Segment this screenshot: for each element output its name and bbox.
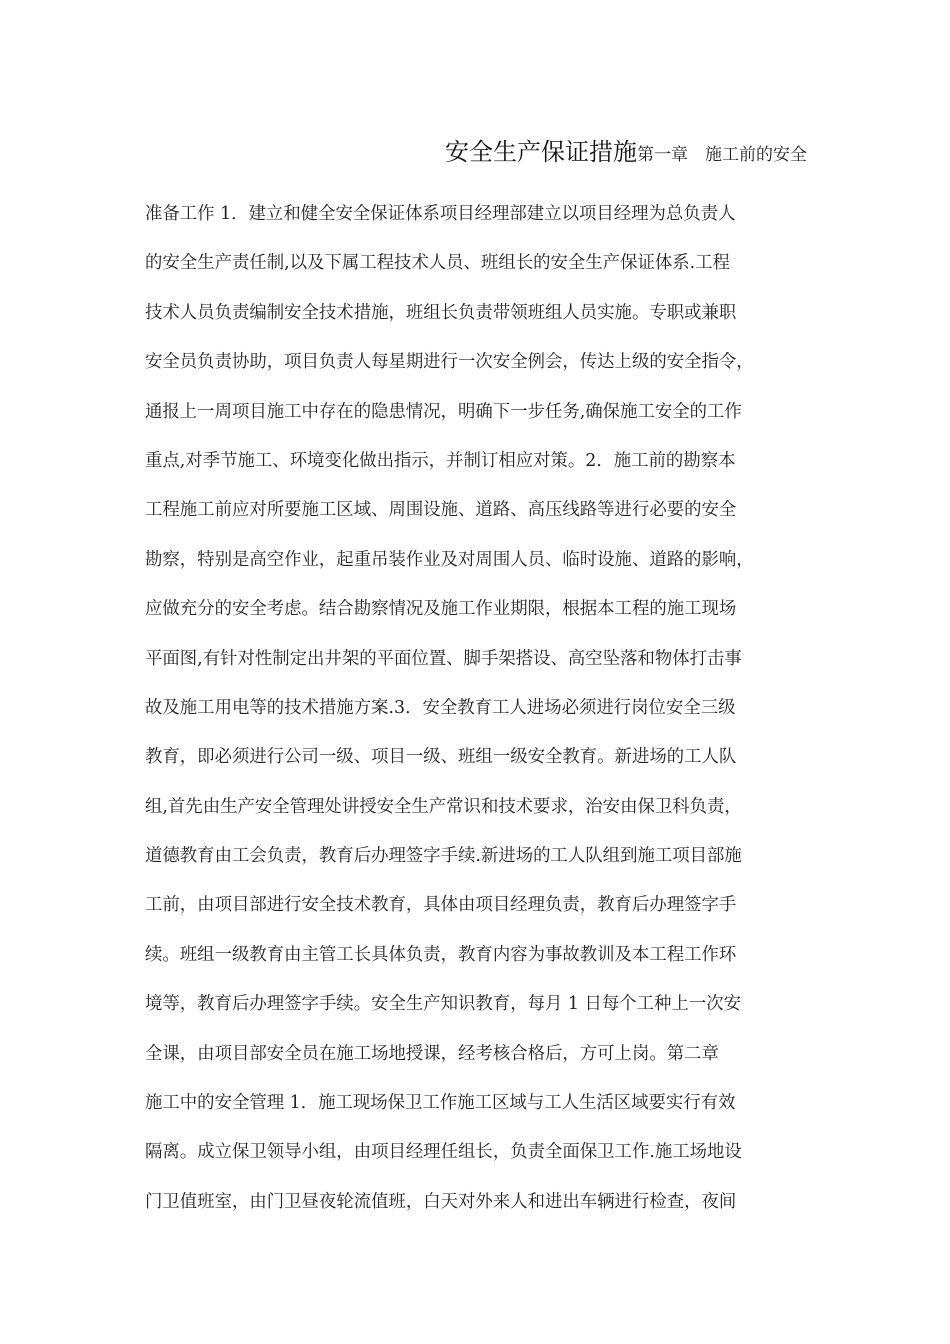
paragraph-line: 门卫值班室，由门卫昼夜轮流值班，白天对外来人和进出车辆进行检查，夜间 [145,1191,737,1212]
paragraph-line: 教育，即必须进行公司一级、项目一级、班组一级安全教育。新进场的工人队 [145,747,737,768]
paragraph-line: 组,首先由生产安全管理处讲授安全生产常识和技术要求，治安由保卫科负责， [145,796,742,817]
paragraph-line: 工前，由项目部进行安全技术教育，具体由项目经理负责，教育后办理签字手 [145,895,737,916]
paragraph-line: 勘察，特别是高空作业，起重吊装作业及对周围人员、临时设施、道路的影响， [145,549,754,570]
document-title: 安全生产保证措施 [445,138,637,166]
paragraph-line: 技术人员负责编制安全技术措施，班组长负责带领班组人员实施。专职或兼职 [145,302,737,323]
document-body [145,190,820,1227]
document-heading [145,132,807,175]
paragraph-line: 的安全生产责任制,以及下属工程技术人员、班组长的安全生产保证体系.工程 [145,253,730,274]
paragraph-line: 施工中的安全管理 1．施工现场保卫工作施工区域与工人生活区域要实行有效 [145,1093,736,1114]
paragraph-line: 通报上一周项目施工中存在的隐患情况，明确下一步任务,确保施工安全的工作 [145,401,742,422]
chapter-one-heading: 第一章 施工前的安全 [637,145,807,165]
paragraph-line: 平面图,有针对性制定出井架的平面位置、脚手架搭设、高空坠落和物体打击事 [145,648,742,669]
paragraph-line: 工程施工前应对所要施工区域、周围设施、道路、高压线路等进行必要的安全 [145,500,737,521]
paragraph-line: 应做充分的安全考虑。结合勘察情况及施工作业期限，根据本工程的施工现场 [145,599,737,620]
paragraph-line: 隔离。成立保卫领导小组，由项目经理任组长，负责全面保卫工作.施工场地设 [145,1142,742,1163]
paragraph-line: 重点,对季节施工、环境变化做出指示，并制订相应对策。2．施工前的勘察本 [145,450,736,471]
paragraph-line: 安全员负责协助，项目负责人每星期进行一次安全例会，传达上级的安全指令， [145,352,754,373]
paragraph-line: 准备工作 1．建立和健全安全保证体系项目经理部建立以项目经理为总负责人 [145,204,736,224]
paragraph-line: 道德教育由工会负责，教育后办理签字手续.新进场的工人队组到施工项目部施 [145,846,742,867]
paragraph-line: 境等，教育后办理签字手续。安全生产知识教育，每月 1 日每个工种上一次安 [145,994,742,1015]
paragraph-line: 续。班组一级教育由主管工长具体负责，教育内容为事故教训及本工程工作环 [145,944,737,965]
paragraph-line: 全课，由项目部安全员在施工场地授课，经考核合格后，方可上岗。第二章 [145,1043,719,1064]
paragraph-line: 故及施工用电等的技术措施方案.3．安全教育工人进场必须进行岗位安全三级 [145,697,736,718]
